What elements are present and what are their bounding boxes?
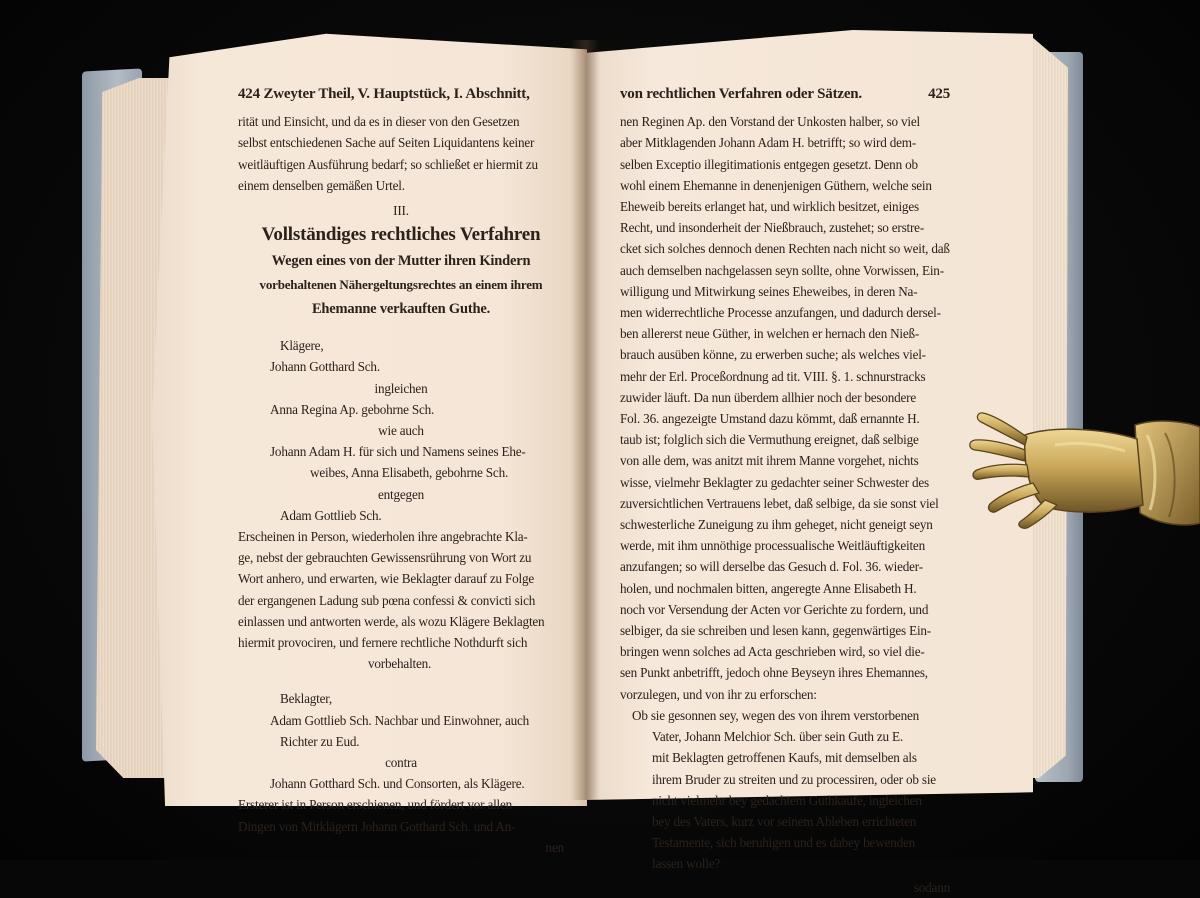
text-line: rität und Einsicht, und da es in dieser von den Gesetzen xyxy=(238,114,520,130)
party-line: weibes, Anna Elisabeth, gebohrne Sch. xyxy=(310,465,509,481)
right-page-text xyxy=(620,84,950,898)
text-line: werde, mit ihm unnöthige processualische Weitläuftigkeiten xyxy=(620,538,925,554)
text-line: taub ist; folglich sich die Vermuthung ereignet, daß selbige xyxy=(620,432,919,448)
text-line: Recht, und insonderheit der Nießbrauch, zustehet; so erstre- xyxy=(620,220,925,236)
left-page-text xyxy=(238,84,564,858)
text-line: selbst entschiedenen Sache auf Seiten Liquidantens keiner xyxy=(238,135,535,151)
text-line: men widerrechtliche Processe anzufangen, und dadurch dersel- xyxy=(620,305,941,321)
text-line: sen Punkt anbetrifft, jedoch ohne Beyseyn ihres Ehemannes, xyxy=(620,665,928,681)
catchword: nen xyxy=(545,839,564,855)
text-line: vorzulegen, und von ihr zu erforschen: xyxy=(620,686,817,702)
text-line: aber Mitklagenden Johann Adam H. betrifft; so wird dem- xyxy=(620,135,917,151)
question-line: Ob sie gesonnen sey, wegen des von ihrem verstorbenen xyxy=(632,707,920,723)
text-line: einem denselben gemäßen Urtel. xyxy=(238,177,405,193)
section-title-line: Vollständiges rechtliches Verfahren xyxy=(261,224,541,246)
party-line: Richter zu Eud. xyxy=(280,733,360,749)
question-line: Vater, Johann Melchior Sch. über sein Guth zu E. xyxy=(652,729,903,745)
text-line: bringen wenn solches ad Acta geschrieben wird, so viel die- xyxy=(620,644,925,660)
text-line: zuversichtlichen Vertrauens lebet, daß selbige, da sie sonst viel xyxy=(620,495,939,511)
text-line: noch vor Versendung der Acten vor Gerichte zu fordern, und xyxy=(620,601,929,617)
party-line: Beklagter, xyxy=(280,691,333,707)
section-title-line: Wegen eines von der Mutter ihren Kindern xyxy=(271,253,531,270)
catchword: sodann xyxy=(913,879,950,895)
text-line: Ersterer ist in Person erschienen, und fördert vor allen xyxy=(238,797,513,813)
text-line: holen, und nochmalen bitten, angeregte Anne Elisabeth H. xyxy=(620,580,917,596)
text-line: mehr der Erl. Proceßordnung ad tit. VIII. §. 1. schnurstracks xyxy=(620,368,926,384)
text-line: selbiger, da sie schreiben und lesen kann, gegenwärtiges Ein- xyxy=(620,623,931,639)
text-line: anzufangen; so will derselbe das Gesuch d. Fol. 36. wieder- xyxy=(620,559,923,575)
text-line: Erscheinen in Person, wiederholen ihre angebrachte Kla- xyxy=(238,529,528,545)
text-line: selben Exceptio illegitimationis entgegen gesetzt. Denn ob xyxy=(620,156,918,172)
party-line: Johann Adam H. für sich und Namens seines Ehe- xyxy=(270,444,526,460)
text-line: der ergangenen Ladung sub pœna confessi & convicti sich xyxy=(238,592,536,608)
question-line: bey des Vaters, kurz vor seinem Ableben errichteten xyxy=(652,813,917,829)
text-line: weitläuftigen Ausführung bedarf; so schließet er hiermit zu xyxy=(238,156,538,172)
text-line: schwesterliche Zuneigung zu ihm geheget, nicht geneigt seyn xyxy=(620,517,933,533)
party-line: Johann Gotthard Sch. xyxy=(270,359,380,375)
text-line: wisse, vielmehr Beklagter zu gedachter seiner Schwester des xyxy=(620,474,929,490)
text-line: Wort anhero, und erwarten, wie Beklagter darauf zu Folge xyxy=(238,571,535,587)
text-line: von alle dem, was anitzt mit ihrem Manne vorgehet, nichts xyxy=(620,453,919,469)
text-line: einlassen und antworten werde, als wozu Klägere Beklagten xyxy=(238,613,545,629)
party-line: Anna Regina Ap. gebohrne Sch. xyxy=(270,401,435,417)
page-number-right: 425 xyxy=(928,86,950,102)
section-number: III. xyxy=(393,203,409,219)
section-title-line: vorbehaltenen Nähergeltungsrechtes an einem ihrem xyxy=(259,277,543,293)
question-line: nicht vielmehr bey gedachtem Guthkaufe, ingleichen xyxy=(652,792,922,808)
party-line: ingleichen xyxy=(374,380,428,396)
text-line: brauch ausüben könne, zu erwerben suche; als welches viel- xyxy=(620,347,926,363)
party-line: Adam Gottlieb Sch. Nachbar und Einwohner, auch xyxy=(270,712,530,728)
text-line: ben allererst neue Güther, in welchen er hernach den Nieß- xyxy=(620,326,920,342)
party-line: contra xyxy=(385,755,417,771)
text-line: hiermit provociren, und fernere rechtliche Nothdurft sich xyxy=(238,635,528,651)
running-head-right xyxy=(620,84,950,105)
text-line: wohl einem Ehemanne in denenjenigen Güthern, welche sein xyxy=(620,177,932,193)
running-head-right-title: von rechtlichen Verfahren oder Sätzen. xyxy=(620,86,862,102)
party-line: Johann Gotthard Sch. und Consorten, als Klägere. xyxy=(270,776,525,792)
text-line: auch demselben nachgelassen seyn sollte, ohne Vorwissen, Ein- xyxy=(620,262,944,278)
party-line: Klägere, xyxy=(280,338,324,354)
question-line: Testamente, sich beruhigen und es dabey bewenden xyxy=(652,835,916,851)
text-line: zuwider läuft. Da nun überdem allhier noch der besondere xyxy=(620,389,917,405)
book-gutter xyxy=(570,40,600,800)
text-line: willigung und Mitwirkung seines Eheweibes, in deren Na- xyxy=(620,283,918,299)
question-line: lassen wolle? xyxy=(652,856,721,872)
running-head-left-text: 424 Zweyter Theil, V. Hauptstück, I. Abschnitt, xyxy=(238,86,530,102)
text-line: vorbehalten. xyxy=(368,656,432,672)
running-head-left xyxy=(238,84,564,105)
text-line: Eheweib bereits erlanget hat, und wirklich besitzet, einiges xyxy=(620,199,919,215)
text-line: nen Reginen Ap. den Vorstand der Unkosten halber, so viel xyxy=(620,114,920,130)
section-title-line: Ehemanne verkauften Guthe. xyxy=(311,301,491,318)
text-line: ge, nebst der gebrauchten Gewissensrührung von Wort zu xyxy=(238,550,532,566)
question-line: mit Beklagten getroffenen Kaufs, mit demselben als xyxy=(652,750,917,766)
question-line: ihrem Bruder zu streiten und zu processiren, oder ob sie xyxy=(652,771,936,787)
party-line: entgegen xyxy=(378,486,424,502)
party-line: wie auch xyxy=(378,423,424,439)
party-line: Adam Gottlieb Sch. xyxy=(280,507,382,523)
text-line: Dingen von Mitklägern Johann Gotthard Sch. und An- xyxy=(238,818,516,834)
text-line: Fol. 36. angezeigte Umstand dazu kömmt, daß ernannte H. xyxy=(620,411,920,427)
text-line: cket sich solches dennoch denen Rechten nach nicht so weit, daß xyxy=(620,241,950,257)
brass-hand-icon xyxy=(965,395,1200,535)
